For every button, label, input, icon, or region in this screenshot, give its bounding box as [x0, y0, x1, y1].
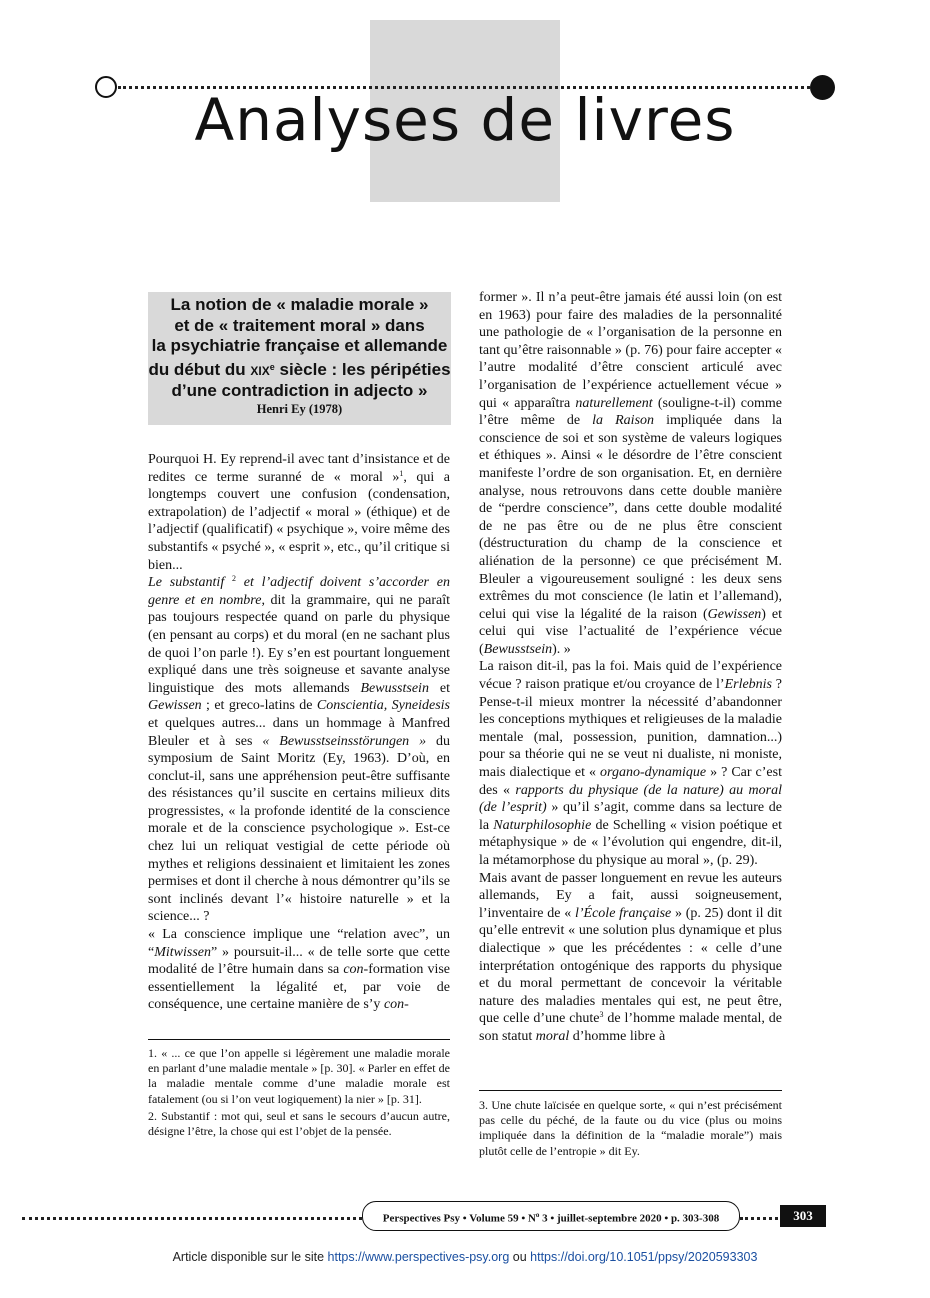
- italic-text: Conscientia, Syneidesis: [316, 698, 450, 714]
- italic-text: Naturphilosophie: [493, 817, 592, 833]
- italic-text: Erlebnis: [724, 677, 773, 693]
- title-fragment: du début du: [148, 359, 251, 379]
- paragraph: [479, 658, 782, 869]
- body-column-right: [479, 289, 782, 1046]
- italic-text: la Raison: [592, 413, 655, 429]
- italic-text: Le substantif: [148, 575, 232, 591]
- footnote-rule-left: [148, 1039, 450, 1040]
- citation-text: Perspectives Psy • Volume 59 • N: [382, 1212, 536, 1225]
- footer-dotted-rule-right: [740, 1217, 778, 1220]
- italic-text: l’École française: [574, 905, 672, 921]
- availability-text: ou: [509, 1250, 531, 1264]
- text: La raison dit-il, pas la foi. Mais quid de l’expérience vécue ? raison pratique et/ou croyance de l’: [479, 659, 782, 693]
- italic-text: con-: [383, 997, 409, 1013]
- paragraph: [148, 926, 450, 1014]
- footnote-3: 3. Une chute laïcisée en quelque sorte, « qui n’est précisément pas celle du péché, de la faute ou du vice (plus ou moins impliquée dans la définition de la “maladie morale”) mais plutôt celle de l’entropie » dit Ey.: [479, 1098, 782, 1158]
- journal-citation: [362, 1201, 740, 1231]
- paragraph: [148, 451, 450, 574]
- title-line: d’une contradiction in adjecto »: [171, 381, 428, 400]
- article-author: Henri Ey (1978): [256, 401, 343, 416]
- site-link[interactable]: https://www.perspectives-psy.org: [327, 1250, 510, 1264]
- italic-text: Bewusstsein: [483, 641, 553, 657]
- italic-text: « Bewusstseinsstörungen »: [262, 733, 427, 749]
- text: de Schelling « vision poétique et métaphysique » de « l’évolution qui engendre, dit-il, la métamorphose du physique au moral », (p. 29).: [479, 817, 782, 868]
- footnote-rule-right: [479, 1090, 782, 1091]
- text: former ». Il n’a peut-être jamais été aussi loin (on est en 1963) pour faire des maladies de la personnalité une pathologie de « l’organisation de la personne en tant qu’être raisonnable » (p. 76) pour faire accepter « l’autre modalité d’être conscient articulé avec l’organisation de l’expérience actuellement vécue » qui « apparaîtra: [479, 290, 782, 411]
- italic-text: Bewusstsein: [360, 680, 429, 696]
- text: , qui a longtemps couvert une confusion (condensation, extrapolation) de l’adjectif « moral » (éthique) et de l’adjectif (qualificatif) « psychique », voire même des substantifs « psyché », « esprit », etc., qu’il critique si bien...: [148, 469, 450, 573]
- italic-text: organo-dynamique: [600, 765, 707, 781]
- footnote-ref: 2: [231, 574, 236, 584]
- superscript: e: [269, 361, 275, 372]
- title-line: La notion de « maladie morale »: [170, 295, 429, 314]
- text: Mais avant de passer longuement en revue les auteurs allemands, Ey a fait, aussi soigneusement, l’inventaire de «: [479, 870, 782, 921]
- italic-text: et l’adjectif doivent s’accorder en genre et en nombre: [148, 575, 450, 608]
- footnote-ref: 3: [599, 1010, 604, 1020]
- text: » ? Car c’est des «: [479, 765, 782, 798]
- text: ). »: [552, 641, 571, 657]
- superscript: o: [535, 1211, 540, 1219]
- text: de l’homme malade mental, de son statut: [479, 1011, 783, 1044]
- text: ? Pense-t-il mieux montrer la nécessité d’abandonner les conceptions mythiques et religieuses de la maladie mentale (mal, possession, punition, damnation...) pour sa théorie qui ne se veut ni dualiste, ni moniste, mais dialectique et «: [479, 677, 782, 781]
- paragraph: [479, 289, 782, 658]
- text: du symposium de Saint Moritz (Ey, 1963). D’où, en conclut-il, sans une appréhension peut-être suffisante des résistances qu’il suscite en certains milieux dits progressistes, « la profonde identité de la conscience morale et de la conscience psychologique ». Est-ce chez lui un reliquat vestigial de cette période où mythes et religions dessinaient et limitaient les zones permises et dont il cherche à nous démontrer qu’ils se sont inclinés devant l’« histoire naturelle » et la science... ?: [148, 733, 451, 925]
- italic-text: con: [343, 962, 364, 978]
- article-title: [148, 295, 451, 402]
- text: » qu’il s’agit, comme dans sa lecture de la: [479, 800, 783, 833]
- citation-text: 3 • juillet-septembre 2020 • p. 303-308: [539, 1212, 720, 1225]
- text: » (p. 25) dont il dit qu’elle entrevit « une solution plus dynamique et plus dialectique » que les précédentes : « celle d’une interprétation ontogénique des rapports du physique et du moral permettant de concevoir la véritable nature des maladies mentales qui est, ne peut être, que celle d’une chute: [479, 905, 783, 1027]
- paragraph: [479, 870, 782, 1046]
- footnotes-left: [148, 1046, 450, 1141]
- italic-text: moral: [535, 1028, 570, 1044]
- title-line: et de « traitement moral » dans: [174, 315, 425, 335]
- text: et: [428, 680, 450, 696]
- text: , dit la grammaire, qui ne paraît pas toujours respectée quand on parle du physique (en pensant au corps) et du moral (en ne sachant plus de quoi l’on parle !). Ey s’en est pourtant longuement expliqué dans une très soigneuse et savante analyse linguistique des mots allemands: [148, 592, 450, 696]
- doi-link[interactable]: https://doi.org/10.1051/ppsy/2020593303: [530, 1250, 758, 1264]
- text: Pourquoi H. Ey reprend-il avec tant d’insistance et de redites ce terme suranné de « moral »: [148, 452, 450, 485]
- text: ; et greco-latins de: [201, 698, 317, 714]
- footnote-ref: 1: [399, 468, 404, 478]
- text: ) et celui qui vise l’actualité de l’expérience vécue (: [479, 606, 782, 657]
- availability-line: [0, 1250, 930, 1264]
- footer-dotted-rule-left: [22, 1217, 362, 1220]
- page-number: 303: [780, 1205, 826, 1227]
- footnotes-right: [479, 1098, 782, 1161]
- italic-text: naturellement: [575, 395, 653, 411]
- text: ” » poursuit-il... « de telle sorte que cette modalité de l’être humain dans sa: [148, 944, 450, 978]
- text: et quelques autres... dans un hommage à Manfred Bleuler et à ses: [148, 715, 450, 749]
- title-line: [148, 357, 451, 382]
- title-fragment: siècle : les péripéties: [274, 359, 451, 379]
- footnote-2: 2. Substantif : mot qui, seul et sans le secours d’aucun autre, désigne l’être, la chose qui est l’objet de la pensée.: [148, 1108, 450, 1139]
- availability-text: Article disponible sur le site: [172, 1250, 328, 1264]
- article-title-box: [148, 292, 451, 425]
- century-numeral: XIX: [250, 363, 270, 378]
- section-title: Analyses de livres: [194, 86, 736, 154]
- text: impliquée dans la conscience de soi et son système de valeurs logiques et éthiques ». Ainsi « le désordre de l’être conscient manifeste l’ordre de son organisation. Et, en dernière analyse, nous retrouvons dans cette double manière de “perdre conscience”, dans cette double modalité de ne pas être ou de ne plus être conscient (déstructuration du champ de la conscience et aliénation de la personne) ce que précisément M. Bleuler a vigoureusement souligné : les deux sens extrêmes du mot conscience (le latin et l’allemand), celui qui vise la légalité de la raison (: [479, 413, 782, 622]
- italic-text: Gewissen: [148, 698, 202, 714]
- italic-text: Mitwissen: [154, 944, 211, 960]
- text: d’homme libre à: [569, 1028, 666, 1044]
- italic-text: Gewissen: [707, 606, 762, 622]
- paragraph: [148, 574, 450, 926]
- text: (souligne-t-il) comme l’être même de: [479, 395, 782, 429]
- text: -formation vise essentiellement la légalité et, par voie de conséquence, une certaine manière de s’y: [148, 962, 450, 1013]
- text: « La conscience implique une “relation avec”, un “: [148, 927, 450, 960]
- italic-text: rapports du physique (de la nature) au moral (de l’esprit): [479, 782, 782, 816]
- footnote-1: 1. « ... ce que l’on appelle si légèrement une maladie morale en parlant d’une maladie mentale » [p. 30]. « Parler en effet de la maladie mentale comme d’une maladie morale est fatalement (ou si l’on veut logiquement) la nier » [p. 31].: [148, 1046, 450, 1106]
- body-column-left: [148, 451, 450, 1014]
- title-line: la psychiatrie française et allemande: [151, 336, 448, 355]
